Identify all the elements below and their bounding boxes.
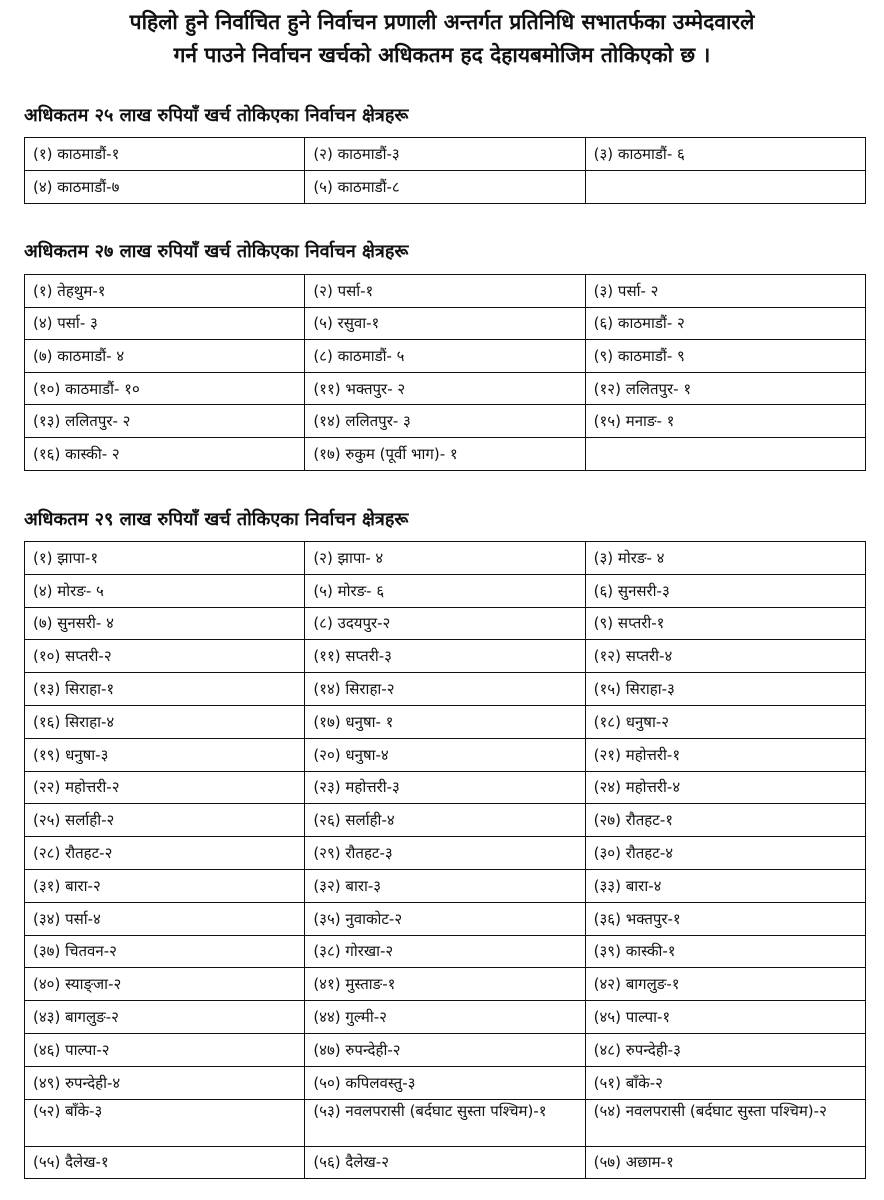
constituency-cell: (३) काठमाडौं- ६ bbox=[585, 138, 865, 171]
constituency-cell: (३८) गोरखा-२ bbox=[305, 935, 585, 968]
table-row bbox=[25, 307, 866, 340]
constituency-cell: (४) काठमाडौं-७ bbox=[25, 171, 305, 204]
constituency-cell: (९) काठमाडौं- ९ bbox=[585, 340, 865, 373]
table-row bbox=[25, 935, 866, 968]
constituency-cell: (७) सुनसरी- ४ bbox=[25, 607, 305, 640]
table-row bbox=[25, 542, 866, 575]
section-heading-29-lakh: अधिकतम २९ लाख रुपियाँ खर्च तोकिएका निर्वाचन क्षेत्रहरू bbox=[24, 509, 409, 530]
constituency-cell: (६) काठमाडौं- २ bbox=[585, 307, 865, 340]
constituency-cell: (३१) बारा-२ bbox=[25, 869, 305, 902]
constituency-cell: (६) सुनसरी-३ bbox=[585, 574, 865, 607]
table-row bbox=[25, 705, 866, 738]
constituency-table-25-lakh bbox=[24, 137, 866, 204]
constituency-cell: (२) पर्सा-१ bbox=[305, 275, 585, 308]
table-row bbox=[25, 771, 866, 804]
constituency-cell: (४६) पाल्पा-२ bbox=[25, 1033, 305, 1066]
constituency-cell: (४०) स्याङ्जा-२ bbox=[25, 968, 305, 1001]
table-row bbox=[25, 405, 866, 438]
constituency-cell: (११) सप्तरी-३ bbox=[305, 640, 585, 673]
constituency-cell: (२३) महोत्तरी-३ bbox=[305, 771, 585, 804]
constituency-cell: (५६) दैलेख-२ bbox=[305, 1146, 585, 1179]
constituency-cell bbox=[585, 171, 865, 204]
constituency-cell: (२) काठमाडौं-३ bbox=[305, 138, 585, 171]
constituency-cell: (१३) ललितपुर- २ bbox=[25, 405, 305, 438]
table-row bbox=[25, 738, 866, 771]
table-row bbox=[25, 869, 866, 902]
table-row bbox=[25, 1001, 866, 1034]
constituency-cell: (१४) सिराहा-२ bbox=[305, 673, 585, 706]
constituency-cell: (२९) रौतहट-३ bbox=[305, 837, 585, 870]
intro-line-2: गर्न पाउने निर्वाचन खर्चको अधिकतम हद देहायबमोजिम तोकिएको छ । bbox=[173, 43, 711, 67]
constituency-cell: (१५) सिराहा-३ bbox=[585, 673, 865, 706]
constituency-cell: (८) काठमाडौं- ५ bbox=[305, 340, 585, 373]
constituency-cell: (३५) नुवाकोट-२ bbox=[305, 902, 585, 935]
constituency-cell: (५३) नवलपरासी (बर्दघाट सुस्ता पश्चिम)-१ bbox=[305, 1099, 585, 1146]
constituency-cell: (१८) धनुषा-२ bbox=[585, 705, 865, 738]
constituency-cell: (१) काठमाडौं-१ bbox=[25, 138, 305, 171]
table-row bbox=[25, 804, 866, 837]
constituency-cell: (२४) महोत्तरी-४ bbox=[585, 771, 865, 804]
constituency-cell: (४) मोरङ- ५ bbox=[25, 574, 305, 607]
constituency-cell: (१३) सिराहा-१ bbox=[25, 673, 305, 706]
table-row bbox=[25, 574, 866, 607]
table-row bbox=[25, 673, 866, 706]
constituency-cell: (४७) रुपन्देही-२ bbox=[305, 1033, 585, 1066]
constituency-cell: (१७) धनुषा- १ bbox=[305, 705, 585, 738]
constituency-cell: (५) काठमाडौं-८ bbox=[305, 171, 585, 204]
constituency-cell: (१२) सप्तरी-४ bbox=[585, 640, 865, 673]
constituency-cell: (१२) ललितपुर- १ bbox=[585, 372, 865, 405]
section-heading-25-lakh: अधिकतम २५ लाख रुपियाँ खर्च तोकिएका निर्वाचन क्षेत्रहरू bbox=[24, 105, 409, 126]
table-row bbox=[25, 902, 866, 935]
constituency-cell: (४) पर्सा- ३ bbox=[25, 307, 305, 340]
constituency-cell: (१६) कास्की- २ bbox=[25, 437, 305, 470]
constituency-cell: (११) भक्तपुर- २ bbox=[305, 372, 585, 405]
constituency-cell: (२८) रौतहट-२ bbox=[25, 837, 305, 870]
constituency-cell: (३) पर्सा- २ bbox=[585, 275, 865, 308]
constituency-cell: (४१) मुस्ताङ-१ bbox=[305, 968, 585, 1001]
constituency-cell: (३२) बारा-३ bbox=[305, 869, 585, 902]
constituency-cell: (१५) मनाङ- १ bbox=[585, 405, 865, 438]
constituency-cell: (४४) गुल्मी-२ bbox=[305, 1001, 585, 1034]
constituency-cell: (५) रसुवा-१ bbox=[305, 307, 585, 340]
constituency-cell: (३९) कास्की-१ bbox=[585, 935, 865, 968]
constituency-cell: (१) तेहथुम-१ bbox=[25, 275, 305, 308]
table-row bbox=[25, 1033, 866, 1066]
section-heading-27-lakh: अधिकतम २७ लाख रुपियाँ खर्च तोकिएका निर्वाचन क्षेत्रहरू bbox=[24, 241, 409, 262]
constituency-cell: (२२) महोत्तरी-२ bbox=[25, 771, 305, 804]
table-row bbox=[25, 640, 866, 673]
constituency-cell: (३३) बारा-४ bbox=[585, 869, 865, 902]
constituency-cell: (७) काठमाडौं- ४ bbox=[25, 340, 305, 373]
table-row bbox=[25, 138, 866, 171]
constituency-cell: (४८) रुपन्देही-३ bbox=[585, 1033, 865, 1066]
constituency-cell: (२) झापा- ४ bbox=[305, 542, 585, 575]
table-row bbox=[25, 837, 866, 870]
constituency-cell: (२१) महोत्तरी-१ bbox=[585, 738, 865, 771]
constituency-cell: (१०) काठमाडौं- १० bbox=[25, 372, 305, 405]
table-row bbox=[25, 1146, 866, 1179]
constituency-cell: (४५) पाल्पा-१ bbox=[585, 1001, 865, 1034]
table-row bbox=[25, 1066, 866, 1099]
constituency-cell: (५५) दैलेख-१ bbox=[25, 1146, 305, 1179]
constituency-cell: (५७) अछाम-१ bbox=[585, 1146, 865, 1179]
constituency-cell: (२५) सर्लाही-२ bbox=[25, 804, 305, 837]
constituency-cell: (४२) बागलुङ-१ bbox=[585, 968, 865, 1001]
constituency-cell: (२६) सर्लाही-४ bbox=[305, 804, 585, 837]
table-row bbox=[25, 171, 866, 204]
constituency-cell: (८) उदयपुर-२ bbox=[305, 607, 585, 640]
constituency-cell: (१७) रुकुम (पूर्वी भाग)- १ bbox=[305, 437, 585, 470]
table-row bbox=[25, 372, 866, 405]
constituency-cell: (३७) चितवन-२ bbox=[25, 935, 305, 968]
constituency-cell: (१०) सप्तरी-२ bbox=[25, 640, 305, 673]
constituency-cell: (३०) रौतहट-४ bbox=[585, 837, 865, 870]
constituency-cell: (२०) धनुषा-४ bbox=[305, 738, 585, 771]
constituency-cell: (५) मोरङ- ६ bbox=[305, 574, 585, 607]
table-row bbox=[25, 607, 866, 640]
table-row bbox=[25, 275, 866, 308]
constituency-table-27-lakh bbox=[24, 274, 866, 471]
intro-line-1: पहिलो हुने निर्वाचित हुने निर्वाचन प्रणाली अन्तर्गत प्रतिनिधि सभातर्फका उम्मेदवारले bbox=[129, 10, 755, 34]
constituency-cell: (१४) ललितपुर- ३ bbox=[305, 405, 585, 438]
constituency-cell: (३६) भक्तपुर-१ bbox=[585, 902, 865, 935]
constituency-cell: (४९) रुपन्देही-४ bbox=[25, 1066, 305, 1099]
constituency-cell: (५०) कपिलवस्तु-३ bbox=[305, 1066, 585, 1099]
constituency-cell: (२७) रौतहट-१ bbox=[585, 804, 865, 837]
table-row bbox=[25, 340, 866, 373]
constituency-cell: (१) झापा-१ bbox=[25, 542, 305, 575]
constituency-cell: (५२) बाँके-३ bbox=[25, 1099, 305, 1146]
constituency-table-29-lakh bbox=[24, 541, 866, 1179]
constituency-cell: (९) सप्तरी-१ bbox=[585, 607, 865, 640]
table-row bbox=[25, 968, 866, 1001]
constituency-cell: (३) मोरङ- ४ bbox=[585, 542, 865, 575]
constituency-cell: (५१) बाँके-२ bbox=[585, 1066, 865, 1099]
constituency-cell: (४३) बागलुङ-२ bbox=[25, 1001, 305, 1034]
intro-paragraph bbox=[20, 6, 864, 72]
constituency-cell: (१९) धनुषा-३ bbox=[25, 738, 305, 771]
constituency-cell: (३४) पर्सा-४ bbox=[25, 902, 305, 935]
table-row bbox=[25, 1099, 866, 1146]
constituency-cell: (१६) सिराहा-४ bbox=[25, 705, 305, 738]
constituency-cell bbox=[585, 437, 865, 470]
table-row bbox=[25, 437, 866, 470]
constituency-cell: (५४) नवलपरासी (बर्दघाट सुस्ता पश्चिम)-२ bbox=[585, 1099, 865, 1146]
